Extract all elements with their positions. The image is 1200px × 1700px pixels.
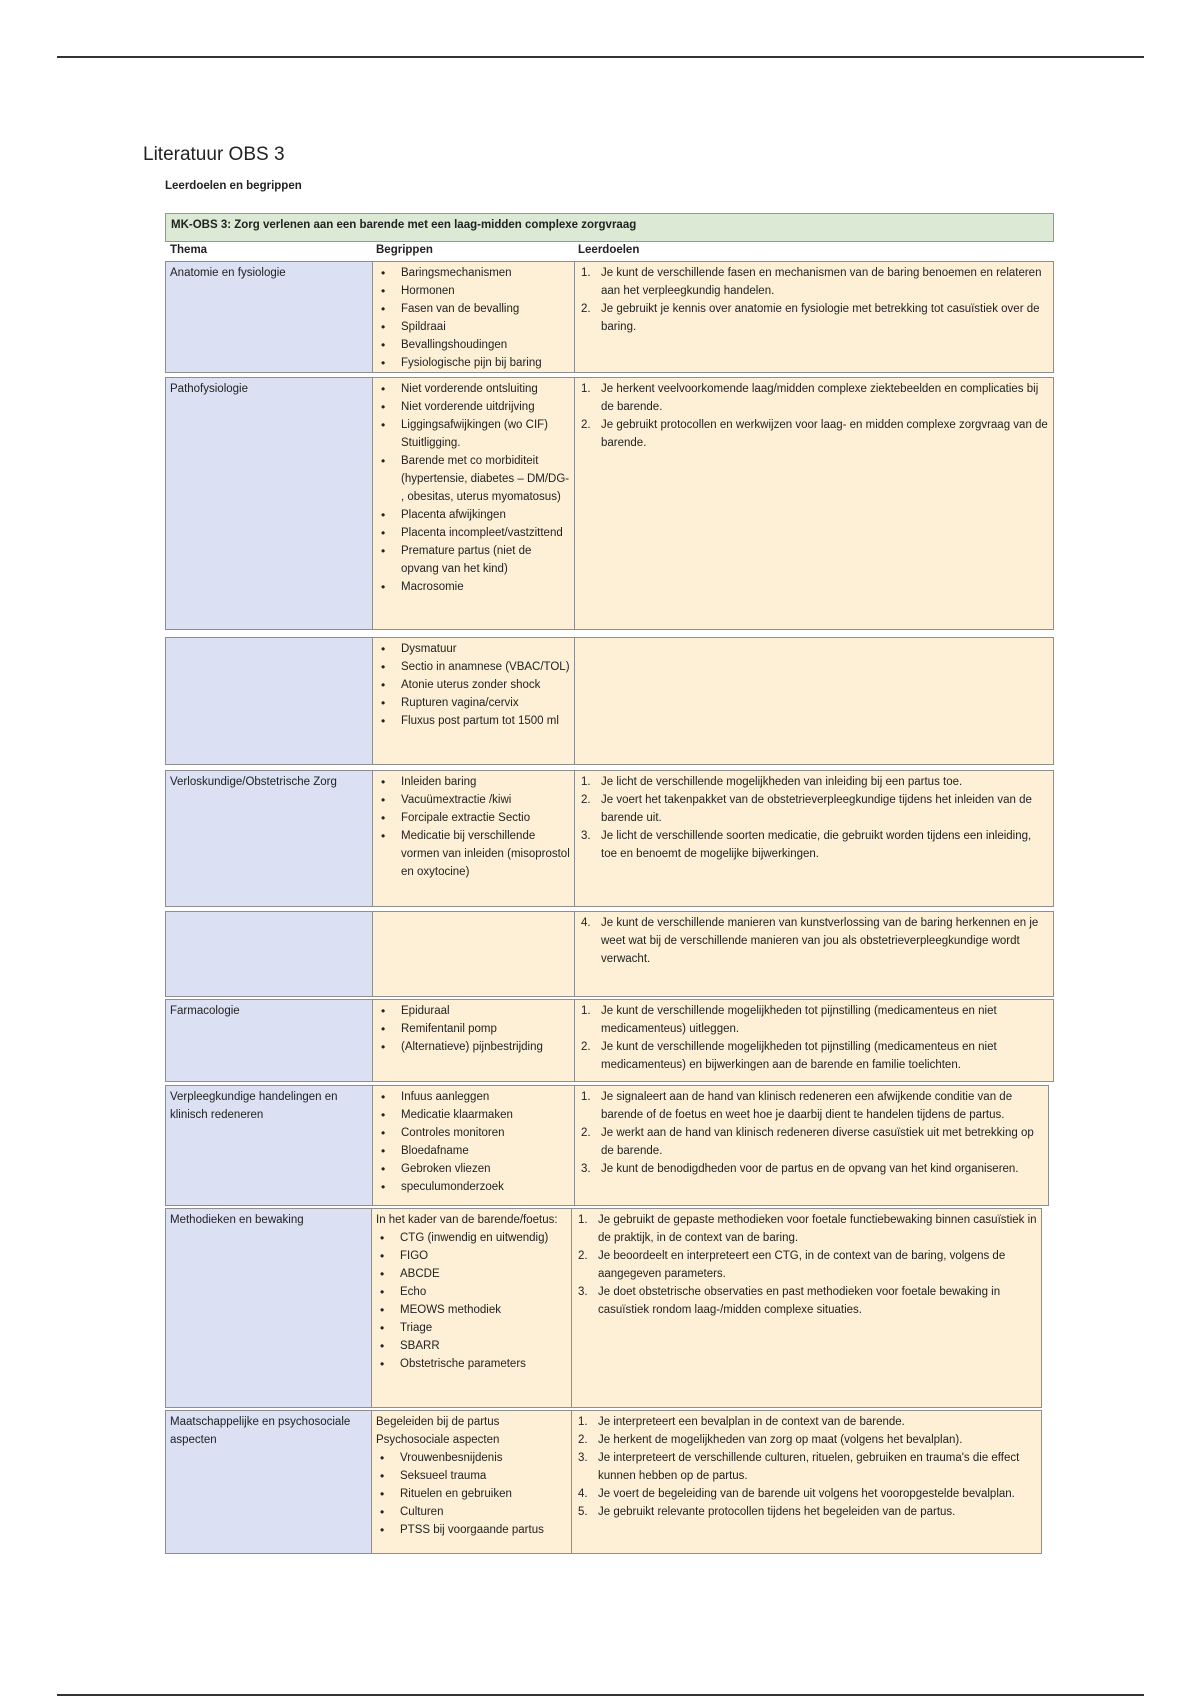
item-text: Je gebruikt protocollen en werkwijzen voor laag- en midden complexe zorgvraag van de barende. [601,419,1048,449]
item-number: 2. [581,1127,591,1139]
list-item: • Niet vorderende uitdrijving [377,398,570,416]
table-row [165,637,1054,765]
cell-thema [166,1209,372,1407]
begrippen-list [377,1088,570,1196]
begrippen-intro: Psychosociale aspecten [376,1434,500,1446]
item-text: Je voert het takenpakket van de obstetrieverpleegkundige tijdens het inleiden van de barende uit. [601,794,1032,824]
leerdoelen-list [579,264,1049,336]
list-item: • Macrosomie [377,578,570,596]
list-item: • Forcipale extractie Sectio [377,809,570,827]
item-text: Je interpreteert de verschillende culturen, rituelen, gebruiken en trauma's die effect kunnen hebben op de partus. [598,1452,1020,1482]
item-text: Je gebruikt de gepaste methodieken voor foetale functiebewaking binnen casuïstiek in de praktijk, in de context van de baring. [598,1214,1037,1244]
list-item: • Bevallingshoudingen [377,336,570,354]
list-item: • Rituelen en gebruiken [376,1485,567,1503]
list-item: • Remifentanil pomp [377,1020,570,1038]
list-item: • Inleiden baring [377,773,570,791]
column-header-begrippen: Begrippen [376,244,433,256]
item-number: 1. [581,1005,591,1017]
table-row [165,1208,1042,1408]
list-item: • Gebroken vliezen [377,1160,570,1178]
cell-thema [166,771,373,906]
section-subtitle: Leerdoelen en begrippen [165,180,302,192]
list-item [576,1283,1037,1319]
list-item [579,773,1049,791]
begrippen-list [377,264,570,372]
item-number: 3. [581,830,591,842]
list-item: • (Alternatieve) pijnbestrijding [377,1038,570,1056]
table-row [165,377,1054,630]
table-row [165,999,1054,1082]
item-text: Je beoordeelt en interpreteert een CTG, in de context van de baring, volgens de aangegeven parameters. [598,1250,1006,1280]
list-item: • Epiduraal [377,1002,570,1020]
list-item: • Fasen van de bevalling [377,300,570,318]
item-number: 1. [578,1214,588,1226]
begrippen-intro: Begeleiden bij de partus [376,1416,500,1428]
item-text: Je gebruikt je kennis over anatomie en fysiologie met betrekking tot casuïstiek over de baring. [601,303,1040,333]
item-text: Je herkent veelvoorkomende laag/midden complexe ziektebeelden en complicaties bij de barende. [601,383,1039,413]
list-item: • SBARR [376,1337,567,1355]
cell-leerdoelen [575,1086,1048,1205]
thema-text: Maatschappelijke en psychosociale aspecten [170,1416,351,1446]
list-item: • Seksueel trauma [376,1467,567,1485]
cell-begrippen [373,771,575,906]
leerdoelen-list [579,914,1049,968]
item-number: 2. [581,794,591,806]
table-row [165,770,1054,907]
list-item: • Dysmatuur [377,640,570,658]
list-item: • Obstetrische parameters [376,1355,567,1373]
list-item: • Atonie uterus zonder shock [377,676,570,694]
begrippen-list [376,1229,567,1373]
list-item [576,1449,1037,1485]
item-text: Je gebruikt relevante protocollen tijdens het begeleiden van de partus. [598,1506,956,1518]
item-number: 4. [581,917,591,929]
cell-begrippen [373,1086,575,1205]
cell-leerdoelen [575,771,1053,906]
item-number: 2. [581,419,591,431]
cell-leerdoelen [575,638,1053,764]
cell-thema [166,1000,373,1081]
list-item [576,1211,1037,1247]
list-item: • Echo [376,1283,567,1301]
item-text: Je herkent de mogelijkheden van zorg op maat (volgens het bevalplan). [598,1434,963,1446]
item-number: 5. [578,1506,588,1518]
cell-leerdoelen [575,378,1053,629]
begrippen-list [377,380,570,596]
cell-begrippen [373,262,575,372]
begrippen-list [377,773,570,881]
list-item: • CTG (inwendig en uitwendig) [376,1229,567,1247]
list-item: • Vrouwenbesnijdenis [376,1449,567,1467]
list-item: • ABCDE [376,1265,567,1283]
item-number: 1. [581,383,591,395]
list-item: • Culturen [376,1503,567,1521]
item-number: 3. [578,1286,588,1298]
list-item [576,1247,1037,1283]
item-text: Je licht de verschillende soorten medicatie, die gebruikt worden tijdens een inleiding, toe en benoemt de mogelijke bijwerkingen. [601,830,1032,860]
list-item [576,1485,1037,1503]
cell-thema [166,638,373,764]
thema-text: Pathofysiologie [170,383,248,395]
list-item [579,1002,1049,1038]
cell-leerdoelen [575,1000,1053,1081]
item-text: Je doet obstetrische observaties en past methodieken voor foetale bewaking in casuïstiek rondom laag-/midden complexe situaties. [598,1286,1001,1316]
list-item: • Infuus aanleggen [377,1088,570,1106]
list-item: • Premature partus (niet de opvang van het kind) [377,542,570,578]
list-item: • FIGO [376,1247,567,1265]
list-item: • Rupturen vagina/cervix [377,694,570,712]
list-item: • Placenta afwijkingen [377,506,570,524]
thema-text: Farmacologie [170,1005,240,1017]
item-text: Je voert de begeleiding van de barende uit volgens het vooropgestelde bevalplan. [598,1488,1015,1500]
cell-begrippen [373,912,575,996]
item-number: 1. [581,267,591,279]
item-text: Je signaleert aan de hand van klinisch redeneren een afwijkende conditie van de barende of de foetus en weet hoe je daarbij dient te handelen tijdens de partus. [601,1091,1013,1121]
cell-thema [166,1086,373,1205]
list-item [579,914,1049,968]
list-item: • Bloedafname [377,1142,570,1160]
list-item: • Sectio in anamnese (VBAC/TOL) [377,658,570,676]
list-item [579,1038,1049,1074]
cell-leerdoelen [572,1411,1041,1553]
item-number: 3. [578,1452,588,1464]
list-item: • Spildraai [377,318,570,336]
list-item [579,791,1049,827]
item-number: 2. [578,1434,588,1446]
leerdoelen-list [579,1088,1044,1178]
begrippen-list [376,1449,567,1539]
item-text: Je werkt aan de hand van klinisch redeneren diverse casuïstiek uit met betrekking op de barende. [601,1127,1034,1157]
item-text: Je interpreteert een bevalplan in de context van de barende. [598,1416,905,1428]
cell-thema [166,378,373,629]
list-item: • Barende met co morbiditeit (hypertensie, diabetes – DM/DG- , obesitas, uterus myomatosus) [377,452,570,506]
list-item [579,380,1049,416]
item-text: Je kunt de verschillende mogelijkheden tot pijnstilling (medicamenteus en niet medicamenteus) en bijwerkingen aan de barende en familie toelichten. [601,1041,997,1071]
list-item [579,1160,1044,1178]
cell-begrippen [373,638,575,764]
top-rule [57,56,1144,58]
list-item [576,1431,1037,1449]
item-number: 3. [581,1163,591,1175]
list-item: • Vacuümextractie /kiwi [377,791,570,809]
list-item: • Medicatie klaarmaken [377,1106,570,1124]
list-item [579,300,1049,336]
list-item: • Fluxus post partum tot 1500 ml [377,712,570,730]
list-item: • MEOWS methodiek [376,1301,567,1319]
table-row [165,1085,1049,1206]
list-item: • Triage [376,1319,567,1337]
item-text: Je kunt de verschillende fasen en mechanismen van de baring benoemen en relateren aan het verpleegkundig handelen. [601,267,1042,297]
leerdoelen-list [576,1413,1037,1521]
list-item [579,1124,1044,1160]
cell-begrippen [373,378,575,629]
bottom-rule [57,1694,1144,1696]
list-item [579,1088,1044,1124]
cell-leerdoelen [575,262,1053,372]
table-row [165,1410,1042,1554]
table-header-bar: MK-OBS 3: Zorg verlenen aan een barende met een laag-midden complexe zorgvraag [165,213,1054,242]
table-row [165,911,1054,997]
list-item: • Niet vorderende ontsluiting [377,380,570,398]
item-text: Je kunt de verschillende mogelijkheden tot pijnstilling (medicamenteus en niet medicamenteus) uitleggen. [601,1005,997,1035]
item-number: 2. [578,1250,588,1262]
list-item: • Fysiologische pijn bij baring [377,354,570,372]
item-number: 2. [581,303,591,315]
list-item: • Hormonen [377,282,570,300]
begrippen-list [377,1002,570,1056]
list-item: • Placenta incompleet/vastzittend [377,524,570,542]
list-item [576,1503,1037,1521]
item-number: 2. [581,1041,591,1053]
list-item [579,416,1049,452]
column-header-thema: Thema [170,244,208,256]
list-item: • PTSS bij voorgaande partus [376,1521,567,1539]
item-text: Je kunt de verschillende manieren van kunstverlossing van de baring herkennen en je weet wat bij de verschillende manieren van jou als obstetrieverpleegkundige wordt verwacht. [601,917,1039,965]
cell-begrippen [372,1209,572,1407]
begrippen-intro: In het kader van de barende/foetus: [376,1214,558,1226]
list-item: • Baringsmechanismen [377,264,570,282]
begrippen-list [377,640,570,730]
column-header-leerdoelen: Leerdoelen [578,244,640,256]
list-item [579,827,1049,863]
thema-text: Methodieken en bewaking [170,1214,304,1226]
item-number: 1. [578,1416,588,1428]
cell-begrippen [373,1000,575,1081]
cell-leerdoelen [572,1209,1041,1407]
table-row [165,261,1054,373]
cell-begrippen [372,1411,572,1553]
thema-text: Verpleegkundige handelingen en klinisch redeneren [170,1091,338,1121]
leerdoelen-list [576,1211,1037,1319]
leerdoelen-list [579,380,1049,452]
cell-thema [166,912,373,996]
thema-text: Verloskundige/Obstetrische Zorg [170,776,337,788]
item-number: 4. [578,1488,588,1500]
item-text: Je licht de verschillende mogelijkheden van inleiding bij een partus toe. [601,776,963,788]
list-item [576,1413,1037,1431]
item-number: 1. [581,1091,591,1103]
list-item: • Liggingsafwijkingen (wo CIF) Stuitligging. [377,416,570,452]
list-item: • Controles monitoren [377,1124,570,1142]
item-text: Je kunt de benodigdheden voor de partus en de opvang van het kind organiseren. [601,1163,1019,1175]
leerdoelen-list [579,773,1049,863]
thema-text: Anatomie en fysiologie [170,267,286,279]
cell-thema [166,1411,372,1553]
cell-leerdoelen [575,912,1053,996]
page-title: Literatuur OBS 3 [143,144,285,165]
item-number: 1. [581,776,591,788]
leerdoelen-list [579,1002,1049,1074]
list-item: • speculumonderzoek [377,1178,570,1196]
list-item: • Medicatie bij verschillende vormen van inleiden (misoprostol en oxytocine) [377,827,570,881]
cell-thema [166,262,373,372]
list-item [579,264,1049,300]
